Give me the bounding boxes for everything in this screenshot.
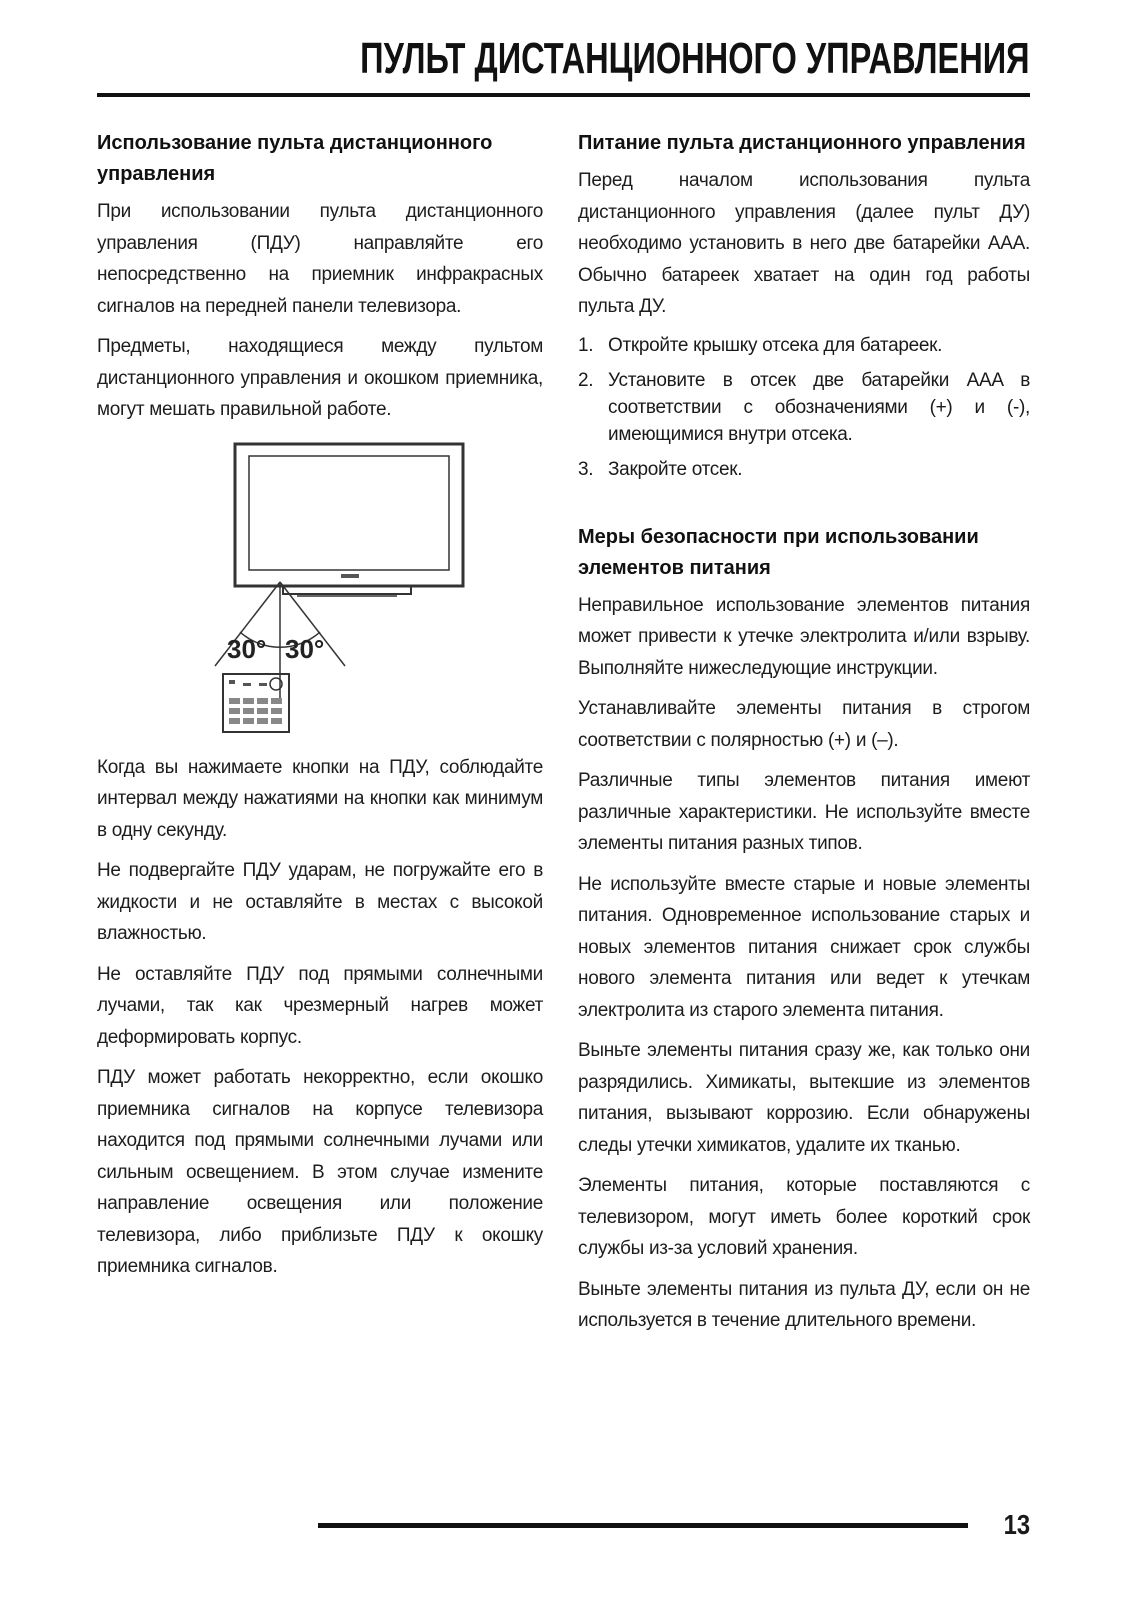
paragraph: При использовании пульта дистанционного управления (ПДУ) направляйте его непосредственно на приемник инфракрасных сигналов на передней панели телевизора.	[97, 201, 543, 317]
paragraph: Не используйте вместе старые и новые элементы питания. Одновременное использование старых и новых элементов питания снижает срок службы нового элемента питания или ведет к утечкам электролита из старого элемента питания.	[578, 873, 1030, 1021]
paragraph: Неправильное использование элементов питания может привести к утечке электролита и/или взрыву. Выполняйте нижеследующие инструкции.	[578, 594, 1030, 679]
paragraph: Не подвергайте ПДУ ударам, не погружайте его в жидкости и не оставляйте в местах с высокой влажностью.	[97, 860, 543, 944]
step-number: 2.	[578, 369, 594, 391]
step-text: Установите в отсек две батарейки AAA в соответствии с обозначениями (+) и (-), имеющимися внутри отсека.	[608, 369, 1030, 445]
step-text: Откройте крышку отсека для батареек.	[608, 334, 943, 356]
tv-icon	[235, 444, 463, 596]
left-column	[97, 128, 543, 1292]
remote-control-icon	[223, 674, 289, 732]
step-number: 3.	[578, 458, 594, 480]
paragraph: Различные типы элементов питания имеют различные характеристики. Не используйте вместе элементы питания разных типов.	[578, 770, 1030, 854]
step-number: 1.	[578, 334, 594, 356]
tv-remote-illustration	[97, 436, 543, 736]
paragraph: Перед началом использования пульта дистанционного управления (далее пульт ДУ) необходимо установить в него две батарейки AAA. Обычно батареек хватает на один год работы пульта ДУ.	[578, 170, 1030, 317]
angle-left-label: 30°	[227, 633, 267, 664]
paragraph: Не оставляйте ПДУ под прямыми солнечными лучами, так как чрезмерный нагрев может деформировать корпус.	[97, 963, 543, 1048]
list-item	[578, 456, 1030, 483]
paragraph: Выньте элементы питания сразу же, как только они разрядились. Химикаты, вытекшие из элементов питания, вызывают коррозию. Если обнаружены следы утечки химикатов, удалите их тканью.	[578, 1040, 1030, 1156]
step-text: Закройте отсек.	[608, 458, 743, 480]
list-item	[578, 367, 1030, 448]
paragraph: Предметы, находящиеся между пультом дистанционного управления и окошком приемника, могут мешать правильной работе.	[97, 336, 543, 420]
battery-heading: Питание пульта дистанционного управления	[578, 132, 1026, 154]
paragraph: Когда вы нажимаете кнопки на ПДУ, соблюдайте интервал между нажатиями на кнопки как минимум в одну секунду.	[97, 756, 543, 841]
paragraph: Выньте элементы питания из пульта ДУ, если он не используется в течение длительного времени.	[578, 1278, 1030, 1331]
remote-usage-heading: Использование пульта дистанционного управления	[97, 132, 493, 185]
paragraph: Элементы питания, которые поставляются с телевизором, могут иметь более короткий срок службы из-за условий хранения.	[578, 1175, 1030, 1259]
footer-divider	[318, 1523, 968, 1528]
paragraph: ПДУ может работать некорректно, если окошко приемника сигналов на корпусе телевизора находится под прямыми солнечными лучами или сильным освещением. В этом случае измените направление освещения или положение телевизора, либо приблизьте ПДУ к окошку приемника сигналов.	[97, 1067, 543, 1277]
title-divider	[97, 93, 1030, 97]
page-title: ПУЛЬТ ДИСТАНЦИОННОГО УПРАВЛЕНИЯ	[360, 34, 1030, 83]
right-column	[578, 128, 1030, 1346]
battery-steps-list	[578, 332, 1030, 483]
angle-right-label: 30°	[285, 633, 325, 664]
paragraph: Устанавливайте элементы питания в строгом соответствии с полярностью (+) и (–).	[578, 698, 1030, 751]
list-item	[578, 332, 1030, 359]
battery-safety-heading: Меры безопасности при использовании элементов питания	[578, 525, 979, 579]
page-number: 13	[1003, 1509, 1030, 1540]
